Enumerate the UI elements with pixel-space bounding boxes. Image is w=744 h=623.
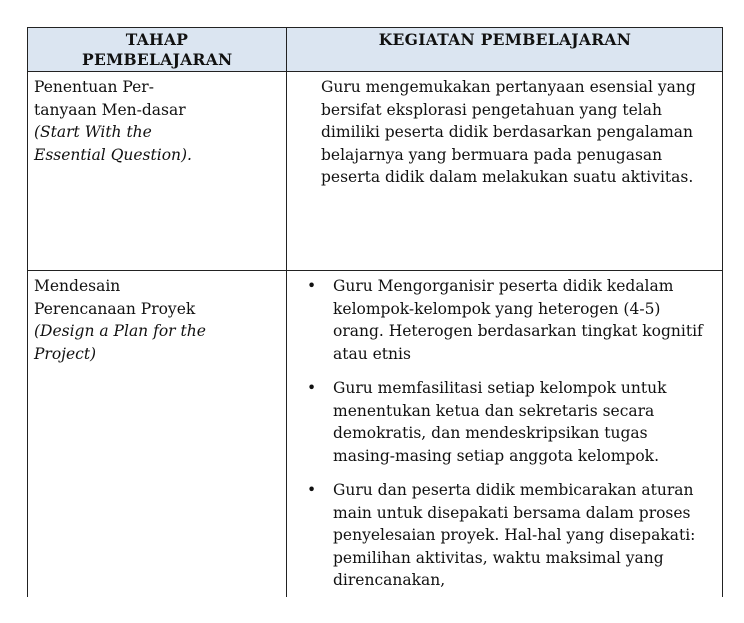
table-header	[28, 28, 722, 72]
activity-list	[300, 275, 708, 592]
bullet-icon: •	[307, 379, 317, 397]
column-divider	[286, 72, 287, 270]
activity-text: Guru memfasilitasi setiap kelompok untuk menentukan ketua dan sekretaris secara demokratis, dan mendeskripsikan tugas masing-masing setiap anggota kelompok.	[333, 379, 667, 465]
stage-name: Mendesain Perencanaan Proyek	[34, 277, 196, 318]
header-activity-label: KEGIATAN PEMBELAJARAN	[378, 30, 632, 49]
learning-stages-table	[27, 27, 723, 597]
activity-text: Guru Mengorganisir peserta didik kedalam kelompok-kelompok yang heterogen (4-5) orang. Heterogen berdasarkan tingkat kognitif atau etnis	[333, 277, 703, 363]
table-row	[28, 271, 722, 597]
stage-cell	[28, 72, 286, 170]
table-row	[28, 72, 722, 271]
list-item	[300, 377, 708, 467]
bullet-icon: •	[307, 277, 317, 295]
activity-cell	[288, 271, 722, 597]
stage-cell	[28, 271, 286, 369]
header-stage-label: TAHAP PEMBELAJARAN	[82, 30, 233, 69]
activity-text: Guru dan peserta didik membicarakan aturan main untuk disepakati bersama dalam proses penyelesaian proyek. Hal-hal yang disepakati: pemilihan aktivitas, waktu maksimal yang direncanakan,	[333, 481, 696, 589]
activity-cell	[288, 72, 722, 193]
column-divider	[286, 28, 287, 71]
header-stage	[28, 28, 286, 74]
stage-english: (Start With the Essential Question).	[34, 123, 192, 164]
list-item	[300, 275, 708, 365]
list-item	[300, 479, 708, 592]
column-divider	[286, 271, 287, 597]
activity-text: Guru mengemukakan pertanyaan esensial yang bersifat eksplorasi pengetahuan yang telah dimiliki peserta didik berdasarkan pengalaman belajarnya yang bermuara pada penugasan peserta didik dalam melakukan suatu aktivitas.	[321, 78, 696, 186]
bullet-icon: •	[307, 481, 317, 499]
stage-name: Penentuan Per-tanyaan Men-dasar	[34, 78, 186, 119]
stage-english: (Design a Plan for the Project)	[34, 322, 206, 363]
header-activity	[288, 28, 722, 54]
